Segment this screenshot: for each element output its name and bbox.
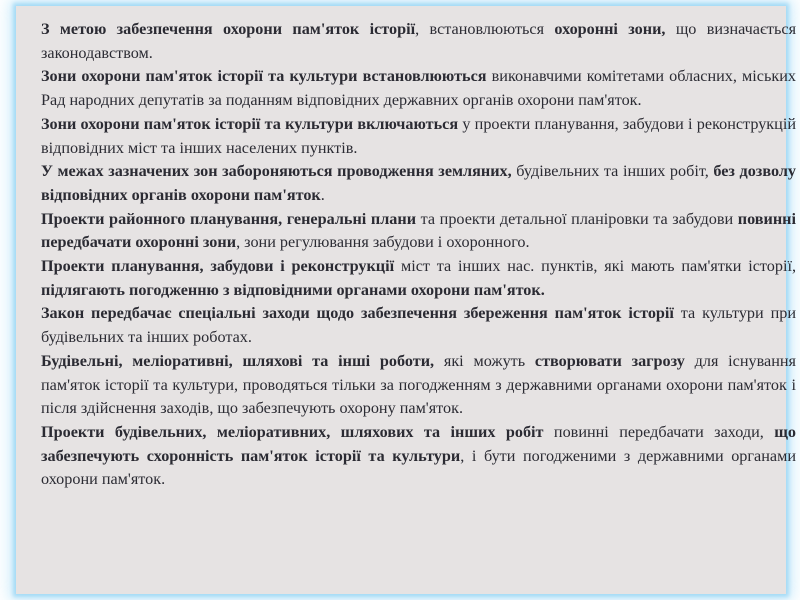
paragraph-5 (41, 208, 796, 255)
bold-text-run: без дозволу відповідних органів охорони пам'яток (41, 162, 797, 204)
text-run: , встановлюються (415, 20, 555, 38)
text-run: що визначається законодавством. (41, 20, 797, 62)
text-run: які можуть (434, 351, 535, 370)
bold-text-run: створювати загрозу (534, 351, 685, 370)
paragraph-9 (41, 421, 796, 492)
bold-text-run: Зони охорони пам'яток історії та культури встановлюються (41, 67, 487, 86)
paragraph-1 (41, 18, 796, 65)
paragraph-6 (41, 255, 796, 302)
paragraph-7 (41, 302, 796, 349)
bold-text-run: що забезпечують схоронність пам'яток історії та культури (41, 422, 796, 465)
text-run: міст та інших нас. пунктів, які мають пам'ятки історії, (394, 257, 797, 276)
text-run: та культури при будівельних та інших роботах. (41, 304, 796, 347)
bold-text-run: охоронні зони, (554, 20, 666, 38)
text-run: виконавчими комітетами обласних, міських Рад народних депутатів за поданням відповідних державних органів охорони пам'яток. (41, 67, 796, 110)
bold-text-run: повинні передбачати охоронні зони (41, 209, 796, 252)
bold-text-run: Будівельні, меліоративні, шляхові та інші роботи, (41, 351, 435, 370)
text-run: у проекти планування, забудови і реконструкцій відповідних міст та інших населених пунктів. (41, 114, 796, 157)
paragraph-3 (41, 113, 796, 160)
paragraph-2 (41, 65, 796, 112)
paragraph-8 (41, 350, 796, 421)
text-run: , і бути погодженими з державними органами охорони пам'яток. (41, 446, 796, 489)
bold-text-run: підлягають погодженню з відповідними органами охорони пам'яток. (41, 280, 545, 299)
slide-body-text (41, 18, 796, 492)
bold-text-run: Проекти районного планування, генеральні плани (41, 209, 417, 228)
text-run: . (320, 185, 325, 204)
text-run: будівельних та інших робіт, (511, 162, 714, 181)
text-run: та проекти детальної планіровки та забудови (416, 209, 738, 228)
bold-text-run: Проекти будівельних, меліоративних, шляхових та інших робіт (41, 422, 544, 441)
bold-text-run: Закон передбачає спеціальні заходи щодо забезпечення збереження пам'яток історії (41, 304, 674, 323)
paragraph-4 (41, 160, 796, 207)
bold-text-run: Проекти планування, забудови і реконструкції (41, 257, 395, 276)
text-panel (16, 6, 797, 594)
text-run: для існування пам'яток історії та культури, проводяться тільки за погодженням з державними органами охорони пам'яток і після здійснення заходів, що забезпечують охорону пам'яток. (41, 351, 797, 418)
bold-text-run: Зони охорони пам'яток історії та культури включаються (41, 114, 459, 133)
bold-text-run: У межах зазначених зон забороняються проводження земляних, (41, 162, 512, 181)
bold-text-run: З метою забезпечення охорони пам'яток історії (41, 20, 416, 38)
text-run: повинні передбачати заходи, (543, 422, 775, 441)
text-run: , зони регулювання забудови і охоронного. (236, 233, 530, 252)
